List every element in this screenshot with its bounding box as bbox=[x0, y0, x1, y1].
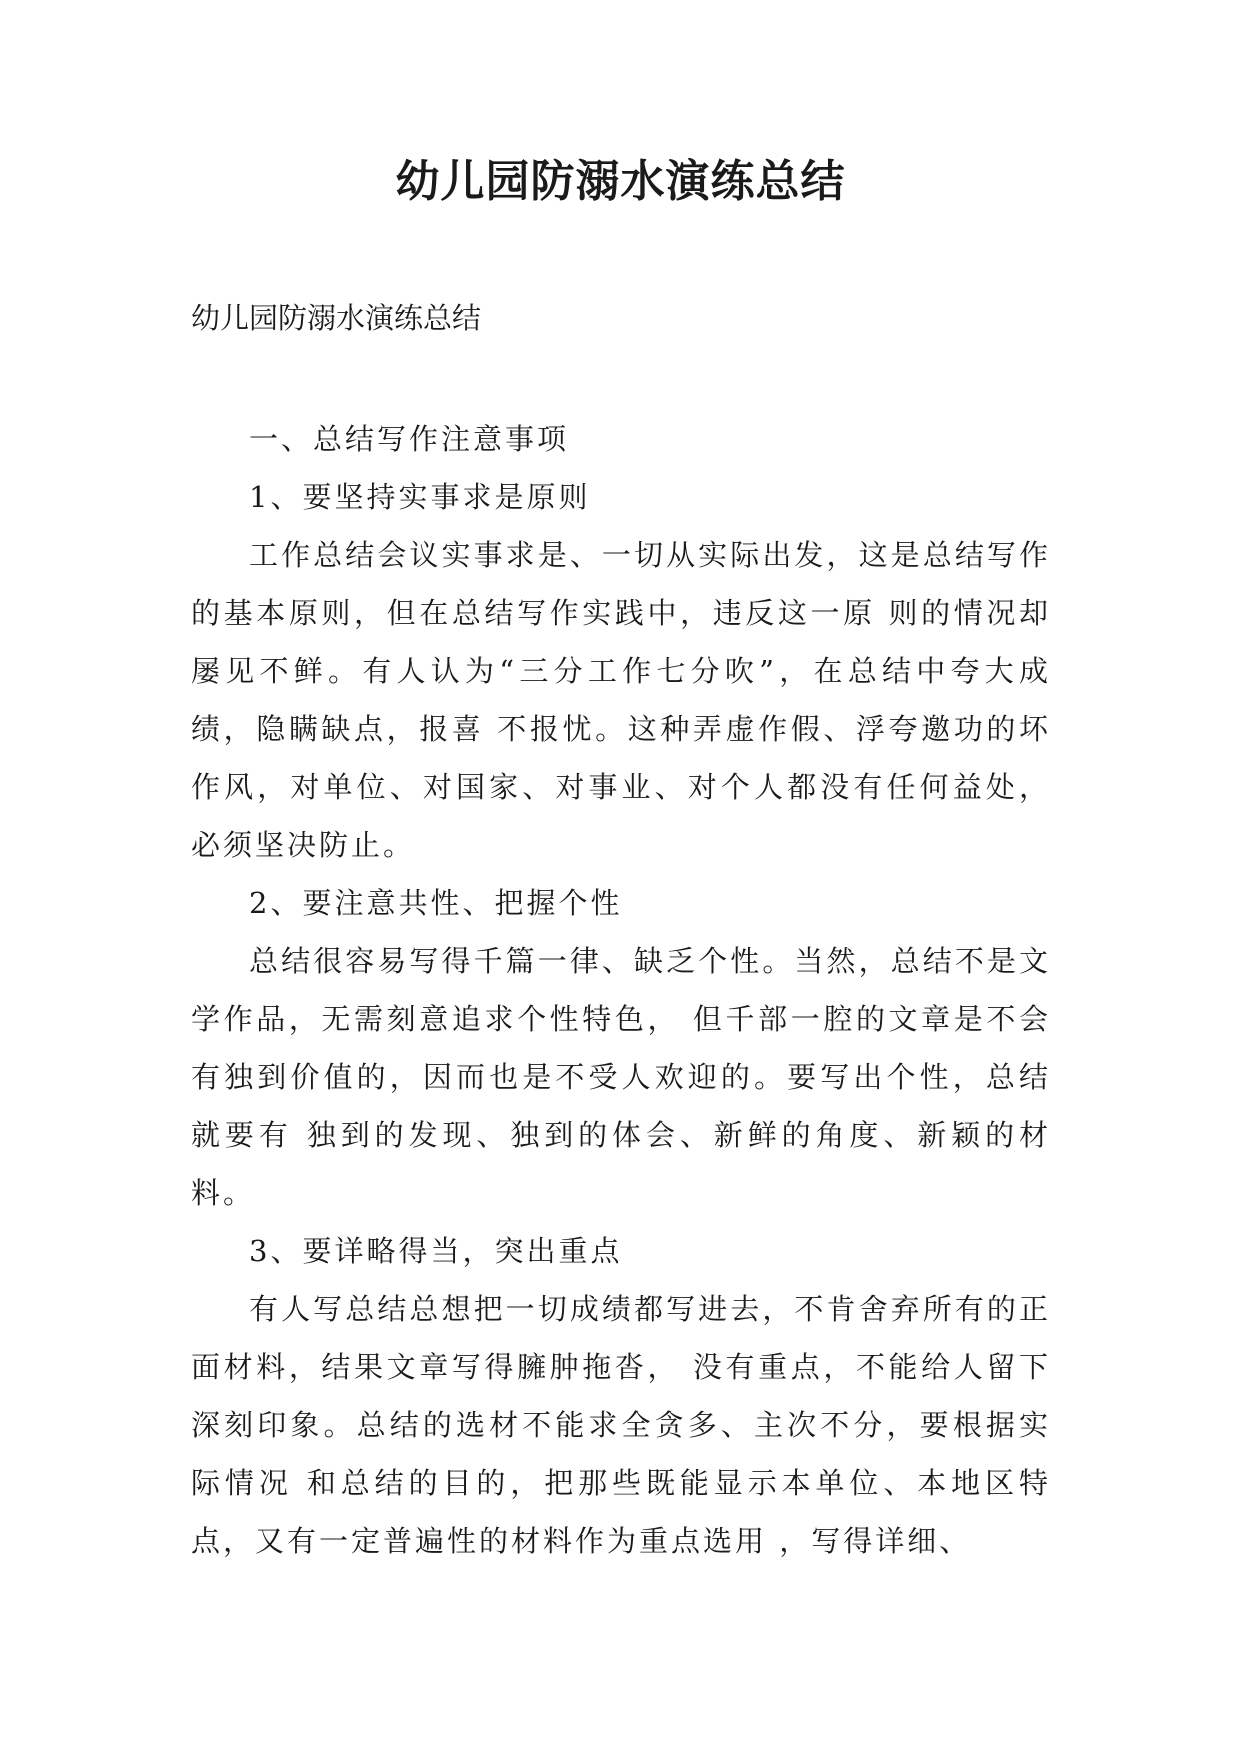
section-heading: 2、要注意共性、把握个性 bbox=[249, 886, 623, 920]
document-subtitle: 幼儿园防溺水演练总结 bbox=[191, 301, 482, 335]
section-heading: 1、要坚持实事求是原则 bbox=[249, 480, 591, 514]
body-paragraph: 工作总结会议实事求是、一切从实际出发，这是总结写作的基本原则，但在总结写作实践中，违反这一原 则的情况却屡见不鲜。有人认为“三分工作七分吹”，在总结中夸大成绩，隐瞒缺点，报喜 不报忧。这种弄虚作假、浮夸邀功的坏作风，对单位、对国家、对事业、对个人都没有任何益处，必须坚决防止。 bbox=[191, 538, 1051, 862]
document-body bbox=[191, 410, 1051, 1570]
section-heading: 一、总结写作注意事项 bbox=[249, 422, 570, 456]
body-paragraph: 总结很容易写得千篇一律、缺乏个性。当然，总结不是文学作品，无需刻意追求个性特色， 但千部一腔的文章是不会有独到价值的，因而也是不受人欢迎的。要写出个性，总结就要有 独到的发现、独到的体会、新鲜的角度、新颖的材料。 bbox=[191, 944, 1051, 1210]
document-title: 幼儿园防溺水演练总结 bbox=[395, 156, 846, 207]
body-paragraph: 有人写总结总想把一切成绩都写进去，不肯舍弃所有的正面材料，结果文章写得臃肿拖沓， 没有重点，不能给人留下深刻印象。总结的选材不能求全贪多、主次不分，要根据实际情况 和总结的目的，把那些既能显示本单位、本地区特点，又有一定普遍性的材料作为重点选用 ，写得详细、 bbox=[191, 1292, 1051, 1558]
section-heading: 3、要详略得当，突出重点 bbox=[249, 1234, 623, 1268]
